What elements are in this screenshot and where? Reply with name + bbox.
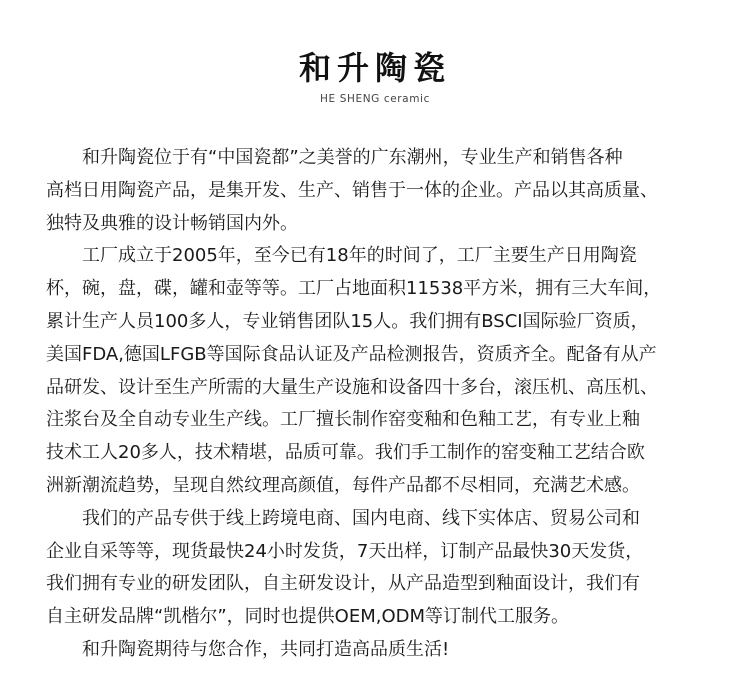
paragraph-intro	[46, 142, 710, 240]
paragraph-products	[46, 503, 710, 634]
paragraph-line: 工厂成立于2005年，至今已有18年的时间了，工厂主要生产日用陶瓷	[82, 245, 637, 267]
paragraph-line: 独特及典雅的设计畅销国内外。	[46, 212, 298, 234]
paragraph-factory	[46, 240, 710, 502]
paragraph-line: 杯，碗，盘，碟，罐和壶等等。工厂占地面积11538平方米，拥有三大车间，	[46, 278, 662, 300]
paragraph-line: 自主研发品牌“凯楷尔”，同时也提供OEM,ODM等订制代工服务。	[46, 606, 569, 628]
paragraph-line: 品研发、设计至生产所需的大量生产设施和设备四十多台，滚压机、高压机、	[46, 376, 658, 398]
paragraph-line: 技术工人20多人，技术精堪，品质可靠。我们手工制作的窑变釉工艺结合欧	[46, 442, 645, 464]
paragraph-line: 累计生产人员100多人，专业销售团队15人。我们拥有BSCI国际验厂资质，	[46, 310, 649, 332]
page-subtitle: HE SHENG ceramic	[320, 93, 430, 105]
paragraph-line: 和升陶瓷期待与您合作，共同打造高品质生活!	[82, 638, 450, 660]
paragraph-line: 我们拥有专业的研发团队，自主研发设计，从产品造型到釉面设计，我们有	[46, 573, 640, 595]
paragraph-line: 洲新潮流趋势，呈现自然纹理高颜值，每件产品都不尽相同，充满艺术感。	[46, 474, 640, 496]
paragraph-closing	[46, 634, 710, 667]
page-title: 和升陶瓷	[298, 49, 451, 87]
body-text	[46, 142, 710, 667]
paragraph-line: 美国FDA,德国LFGB等国际食品认证及产品检测报告，资质齐全。配备有从产	[46, 343, 657, 365]
paragraph-line: 我们的产品专供于线上跨境电商、国内电商、线下实体店、贸易公司和	[82, 507, 640, 529]
paragraph-line: 高档日用陶瓷产品，是集开发、生产、销售于一体的企业。产品以其高质量、	[46, 179, 658, 201]
paragraph-line: 企业自采等等，现货最快24小时发货，7天出样，订制产品最快30天发货，	[46, 540, 644, 562]
paragraph-line: 和升陶瓷位于有“中国瓷都”之美誉的广东潮州，专业生产和销售各种	[82, 147, 623, 168]
paragraph-line: 注浆台及全自动专业生产线。工厂擅长制作窑变釉和色釉工艺，有专业上釉	[46, 409, 640, 431]
header	[0, 46, 750, 106]
